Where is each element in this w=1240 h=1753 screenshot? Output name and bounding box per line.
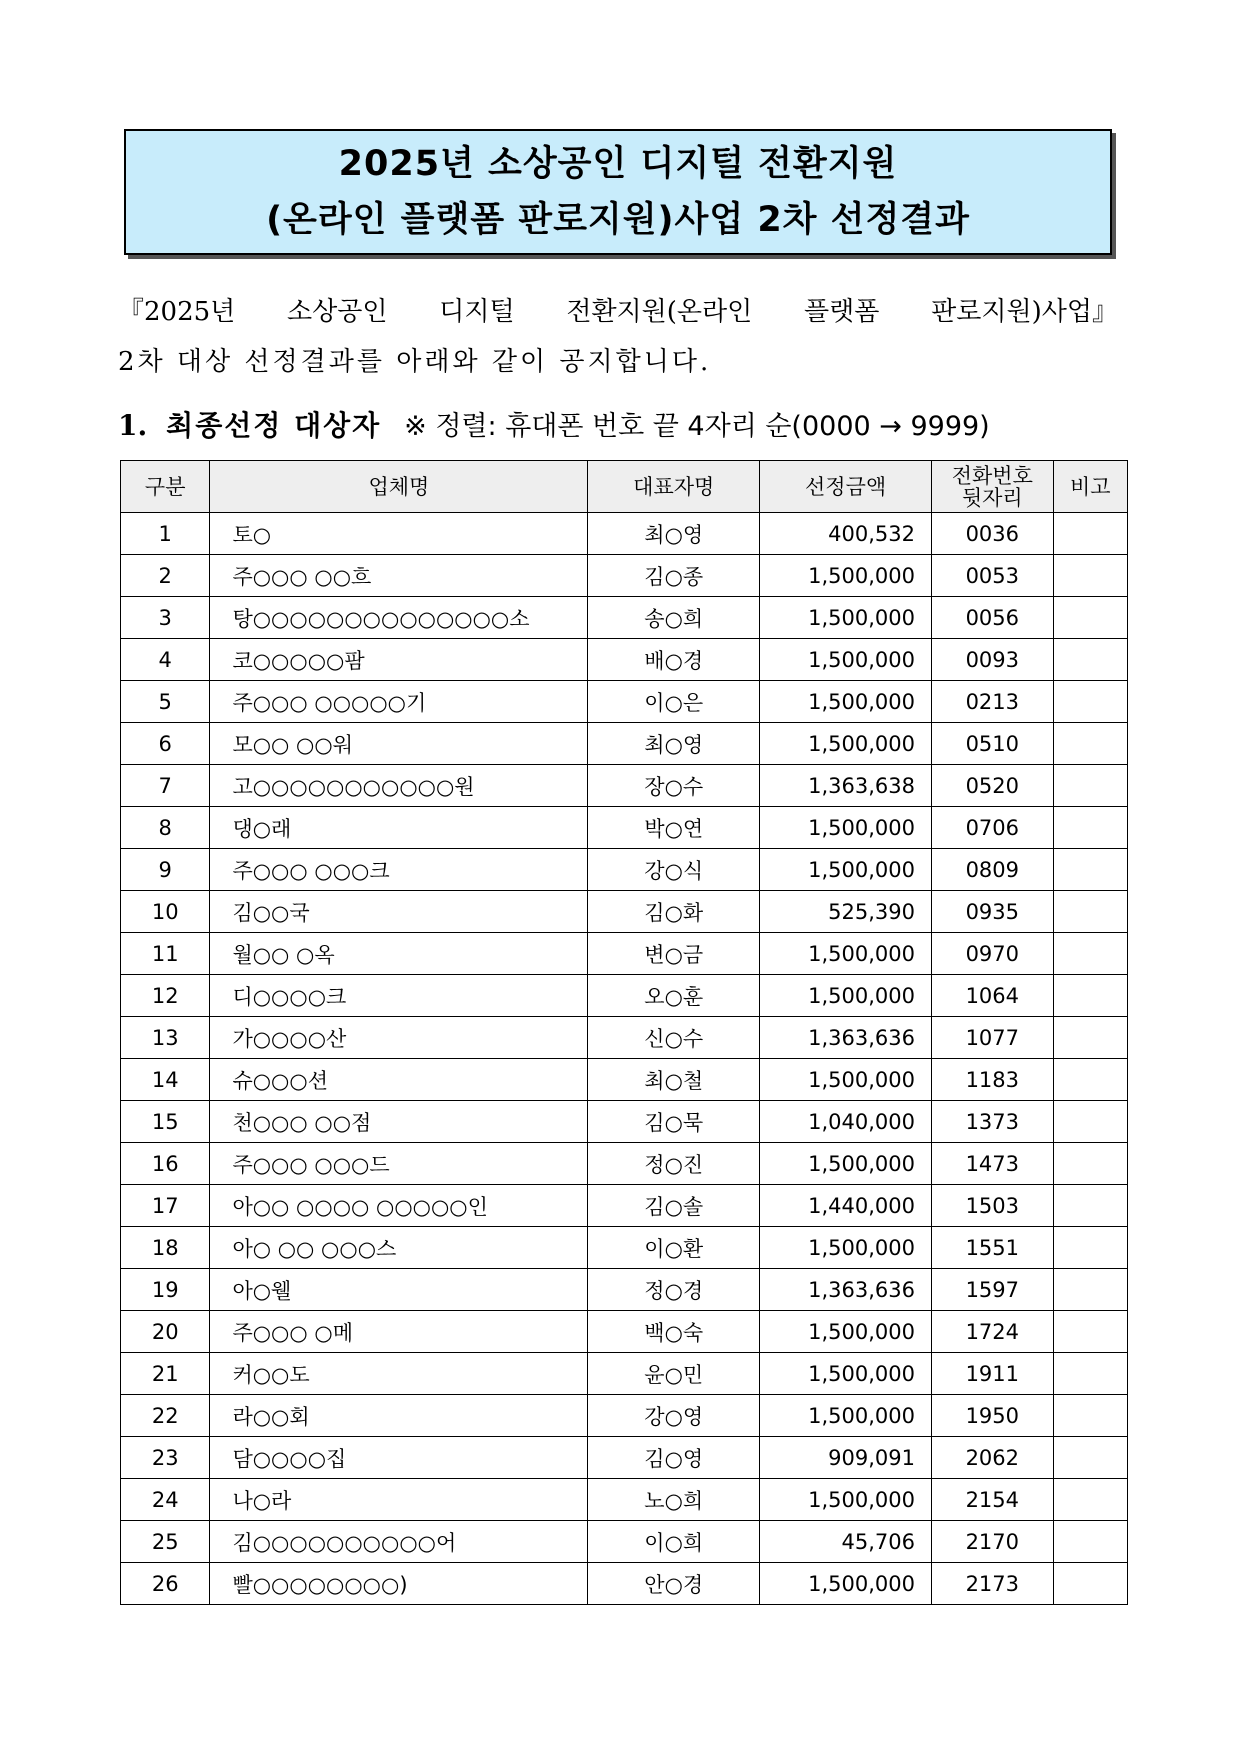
cell-representative: 김○화: [588, 891, 760, 933]
cell-phone-last4: 1183: [932, 1059, 1054, 1101]
intro-line-1: [118, 287, 1118, 337]
cell-representative: 김○솔: [588, 1185, 760, 1227]
intro-word: 『2025년: [118, 297, 236, 327]
cell-amount: 1,500,000: [760, 1143, 932, 1185]
intro-word: 디지털: [439, 297, 515, 327]
cell-amount: 1,500,000: [760, 555, 932, 597]
cell-business-name: 빨○○○○○○○○): [210, 1563, 588, 1605]
cell-no: 16: [121, 1143, 210, 1185]
table-row: [121, 555, 1128, 597]
cell-phone-last4: 0213: [932, 681, 1054, 723]
intro-word: 소상공인: [287, 297, 388, 327]
section-title: 최종선정 대상자: [166, 409, 382, 442]
cell-amount: 1,500,000: [760, 1059, 932, 1101]
cell-no: 22: [121, 1395, 210, 1437]
cell-note: [1053, 513, 1127, 555]
cell-business-name: 아○ ○○ ○○○스: [210, 1227, 588, 1269]
section-heading: [118, 404, 990, 449]
cell-note: [1053, 1101, 1127, 1143]
cell-business-name: 라○○회: [210, 1395, 588, 1437]
cell-representative: 김○묵: [588, 1101, 760, 1143]
intro-line-2: 2차 대상 선정결과를 아래와 같이 공지합니다.: [118, 347, 712, 377]
cell-no: 17: [121, 1185, 210, 1227]
cell-note: [1053, 639, 1127, 681]
cell-business-name: 주○○○ ○○○크: [210, 849, 588, 891]
cell-amount: 400,532: [760, 513, 932, 555]
table-row: [121, 1185, 1128, 1227]
cell-representative: 이○은: [588, 681, 760, 723]
table-row: [121, 1479, 1128, 1521]
cell-amount: 1,500,000: [760, 849, 932, 891]
cell-note: [1053, 807, 1127, 849]
cell-phone-last4: 0970: [932, 933, 1054, 975]
cell-representative: 신○수: [588, 1017, 760, 1059]
cell-phone-last4: 0093: [932, 639, 1054, 681]
table-row: [121, 975, 1128, 1017]
table-row: [121, 1059, 1128, 1101]
title-line-1: 2025년 소상공인 디지털 전환지원: [338, 144, 898, 184]
table-header-row: [121, 461, 1128, 513]
cell-amount: 1,500,000: [760, 723, 932, 765]
cell-phone-last4: 1373: [932, 1101, 1054, 1143]
table-row: [121, 1353, 1128, 1395]
table-row: [121, 723, 1128, 765]
cell-note: [1053, 765, 1127, 807]
table-row: [121, 1311, 1128, 1353]
cell-note: [1053, 1143, 1127, 1185]
cell-representative: 장○수: [588, 765, 760, 807]
table-body: [121, 513, 1128, 1605]
cell-no: 3: [121, 597, 210, 639]
table-row: [121, 849, 1128, 891]
cell-note: [1053, 1395, 1127, 1437]
cell-no: 10: [121, 891, 210, 933]
cell-note: [1053, 1353, 1127, 1395]
cell-amount: 1,500,000: [760, 1353, 932, 1395]
cell-no: 20: [121, 1311, 210, 1353]
cell-business-name: 토○: [210, 513, 588, 555]
cell-no: 26: [121, 1563, 210, 1605]
header-phone-line2: 뒷자리: [961, 485, 1023, 510]
cell-no: 13: [121, 1017, 210, 1059]
cell-business-name: 고○○○○○○○○○○○원: [210, 765, 588, 807]
cell-no: 25: [121, 1521, 210, 1563]
cell-amount: 1,363,636: [760, 1017, 932, 1059]
cell-no: 4: [121, 639, 210, 681]
cell-business-name: 천○○○ ○○점: [210, 1101, 588, 1143]
cell-business-name: 나○라: [210, 1479, 588, 1521]
cell-representative: 정○진: [588, 1143, 760, 1185]
header-name: 업체명: [210, 461, 588, 513]
table-row: [121, 933, 1128, 975]
table-row: [121, 1143, 1128, 1185]
cell-no: 21: [121, 1353, 210, 1395]
cell-phone-last4: 1911: [932, 1353, 1054, 1395]
cell-phone-last4: 0706: [932, 807, 1054, 849]
cell-business-name: 코○○○○○팜: [210, 639, 588, 681]
cell-no: 12: [121, 975, 210, 1017]
cell-phone-last4: 2173: [932, 1563, 1054, 1605]
cell-no: 15: [121, 1101, 210, 1143]
cell-note: [1053, 1227, 1127, 1269]
cell-representative: 안○경: [588, 1563, 760, 1605]
cell-phone-last4: 2170: [932, 1521, 1054, 1563]
intro-word: 플랫폼: [804, 297, 880, 327]
cell-phone-last4: 0935: [932, 891, 1054, 933]
cell-amount: 1,440,000: [760, 1185, 932, 1227]
cell-business-name: 담○○○○집: [210, 1437, 588, 1479]
cell-representative: 김○종: [588, 555, 760, 597]
cell-representative: 이○환: [588, 1227, 760, 1269]
cell-amount: 1,500,000: [760, 1227, 932, 1269]
cell-no: 2: [121, 555, 210, 597]
header-amount: 선정금액: [760, 461, 932, 513]
cell-phone-last4: 1064: [932, 975, 1054, 1017]
table-row: [121, 1521, 1128, 1563]
intro-word: 판로지원)사업』: [931, 297, 1118, 327]
cell-no: 24: [121, 1479, 210, 1521]
cell-note: [1053, 1479, 1127, 1521]
cell-phone-last4: 0809: [932, 849, 1054, 891]
table-row: [121, 765, 1128, 807]
cell-amount: 1,500,000: [760, 681, 932, 723]
cell-representative: 정○경: [588, 1269, 760, 1311]
cell-amount: 909,091: [760, 1437, 932, 1479]
cell-amount: 1,500,000: [760, 597, 932, 639]
cell-amount: 1,500,000: [760, 1395, 932, 1437]
header-note: 비고: [1053, 461, 1127, 513]
title-box: [124, 129, 1112, 255]
table-row: [121, 681, 1128, 723]
cell-no: 8: [121, 807, 210, 849]
cell-business-name: 댕○래: [210, 807, 588, 849]
cell-no: 14: [121, 1059, 210, 1101]
cell-amount: 1,500,000: [760, 975, 932, 1017]
intro-word: 전환지원(온라인: [566, 297, 753, 327]
cell-note: [1053, 723, 1127, 765]
cell-phone-last4: 2154: [932, 1479, 1054, 1521]
cell-phone-last4: 0510: [932, 723, 1054, 765]
title-line-2: (온라인 플랫폼 판로지원)사업 2차 선정결과: [266, 200, 970, 240]
table-row: [121, 1269, 1128, 1311]
cell-representative: 윤○민: [588, 1353, 760, 1395]
cell-business-name: 탕○○○○○○○○○○○○○○소: [210, 597, 588, 639]
cell-business-name: 김○○국: [210, 891, 588, 933]
cell-note: [1053, 1269, 1127, 1311]
cell-representative: 오○훈: [588, 975, 760, 1017]
cell-representative: 강○영: [588, 1395, 760, 1437]
section-number: 1.: [118, 409, 148, 442]
header-rep: 대표자명: [588, 461, 760, 513]
cell-no: 19: [121, 1269, 210, 1311]
cell-amount: 525,390: [760, 891, 932, 933]
sort-note: ※ 정렬: 휴대폰 번호 끝 4자리 순(0000 → 9999): [404, 411, 990, 442]
cell-business-name: 주○○○ ○○○드: [210, 1143, 588, 1185]
cell-phone-last4: 1503: [932, 1185, 1054, 1227]
cell-amount: 1,500,000: [760, 807, 932, 849]
table-row: [121, 807, 1128, 849]
cell-business-name: 김○○○○○○○○○○어: [210, 1521, 588, 1563]
table-row: [121, 1017, 1128, 1059]
table-row: [121, 1563, 1128, 1605]
cell-representative: 백○숙: [588, 1311, 760, 1353]
cell-note: [1053, 1311, 1127, 1353]
intro-paragraph: [118, 287, 1118, 387]
cell-representative: 이○희: [588, 1521, 760, 1563]
cell-phone-last4: 1724: [932, 1311, 1054, 1353]
cell-note: [1053, 1017, 1127, 1059]
cell-note: [1053, 597, 1127, 639]
cell-amount: 1,040,000: [760, 1101, 932, 1143]
cell-note: [1053, 975, 1127, 1017]
cell-business-name: 디○○○○크: [210, 975, 588, 1017]
cell-no: 9: [121, 849, 210, 891]
cell-amount: 1,500,000: [760, 1563, 932, 1605]
table-row: [121, 1101, 1128, 1143]
cell-amount: 1,363,638: [760, 765, 932, 807]
cell-no: 7: [121, 765, 210, 807]
cell-business-name: 아○○ ○○○○ ○○○○○인: [210, 1185, 588, 1227]
cell-note: [1053, 1563, 1127, 1605]
cell-no: 5: [121, 681, 210, 723]
table-row: [121, 1395, 1128, 1437]
cell-phone-last4: 1077: [932, 1017, 1054, 1059]
cell-representative: 송○희: [588, 597, 760, 639]
cell-phone-last4: 2062: [932, 1437, 1054, 1479]
table-row: [121, 891, 1128, 933]
cell-representative: 김○영: [588, 1437, 760, 1479]
cell-business-name: 주○○○ ○메: [210, 1311, 588, 1353]
cell-amount: 1,500,000: [760, 639, 932, 681]
cell-no: 18: [121, 1227, 210, 1269]
cell-note: [1053, 1059, 1127, 1101]
cell-amount: 1,500,000: [760, 1311, 932, 1353]
cell-phone-last4: 0520: [932, 765, 1054, 807]
cell-business-name: 슈○○○션: [210, 1059, 588, 1101]
cell-phone-last4: 0036: [932, 513, 1054, 555]
header-phone-line1: 전화번호: [951, 463, 1033, 488]
cell-amount: 45,706: [760, 1521, 932, 1563]
cell-phone-last4: 1551: [932, 1227, 1054, 1269]
cell-business-name: 주○○○ ○○흐: [210, 555, 588, 597]
cell-amount: 1,500,000: [760, 1479, 932, 1521]
cell-representative: 변○금: [588, 933, 760, 975]
cell-business-name: 주○○○ ○○○○○기: [210, 681, 588, 723]
table-row: [121, 513, 1128, 555]
cell-no: 11: [121, 933, 210, 975]
cell-representative: 최○철: [588, 1059, 760, 1101]
cell-phone-last4: 0056: [932, 597, 1054, 639]
selection-table: [120, 460, 1128, 1605]
cell-business-name: 가○○○○산: [210, 1017, 588, 1059]
cell-phone-last4: 1950: [932, 1395, 1054, 1437]
cell-representative: 박○연: [588, 807, 760, 849]
cell-representative: 강○식: [588, 849, 760, 891]
table-row: [121, 1437, 1128, 1479]
cell-business-name: 모○○ ○○워: [210, 723, 588, 765]
header-no: 구분: [121, 461, 210, 513]
cell-business-name: 커○○도: [210, 1353, 588, 1395]
table-row: [121, 1227, 1128, 1269]
cell-note: [1053, 1185, 1127, 1227]
cell-representative: 최○영: [588, 723, 760, 765]
cell-representative: 최○영: [588, 513, 760, 555]
cell-note: [1053, 555, 1127, 597]
cell-no: 6: [121, 723, 210, 765]
cell-note: [1053, 1437, 1127, 1479]
cell-no: 1: [121, 513, 210, 555]
cell-note: [1053, 849, 1127, 891]
cell-note: [1053, 933, 1127, 975]
cell-note: [1053, 1521, 1127, 1563]
cell-representative: 배○경: [588, 639, 760, 681]
cell-amount: 1,500,000: [760, 933, 932, 975]
cell-business-name: 월○○ ○옥: [210, 933, 588, 975]
cell-phone-last4: 1597: [932, 1269, 1054, 1311]
table-row: [121, 639, 1128, 681]
header-phone: [932, 461, 1054, 513]
cell-business-name: 아○웰: [210, 1269, 588, 1311]
table-row: [121, 597, 1128, 639]
cell-no: 23: [121, 1437, 210, 1479]
cell-representative: 노○희: [588, 1479, 760, 1521]
cell-phone-last4: 0053: [932, 555, 1054, 597]
cell-phone-last4: 1473: [932, 1143, 1054, 1185]
cell-note: [1053, 891, 1127, 933]
cell-note: [1053, 681, 1127, 723]
cell-amount: 1,363,636: [760, 1269, 932, 1311]
